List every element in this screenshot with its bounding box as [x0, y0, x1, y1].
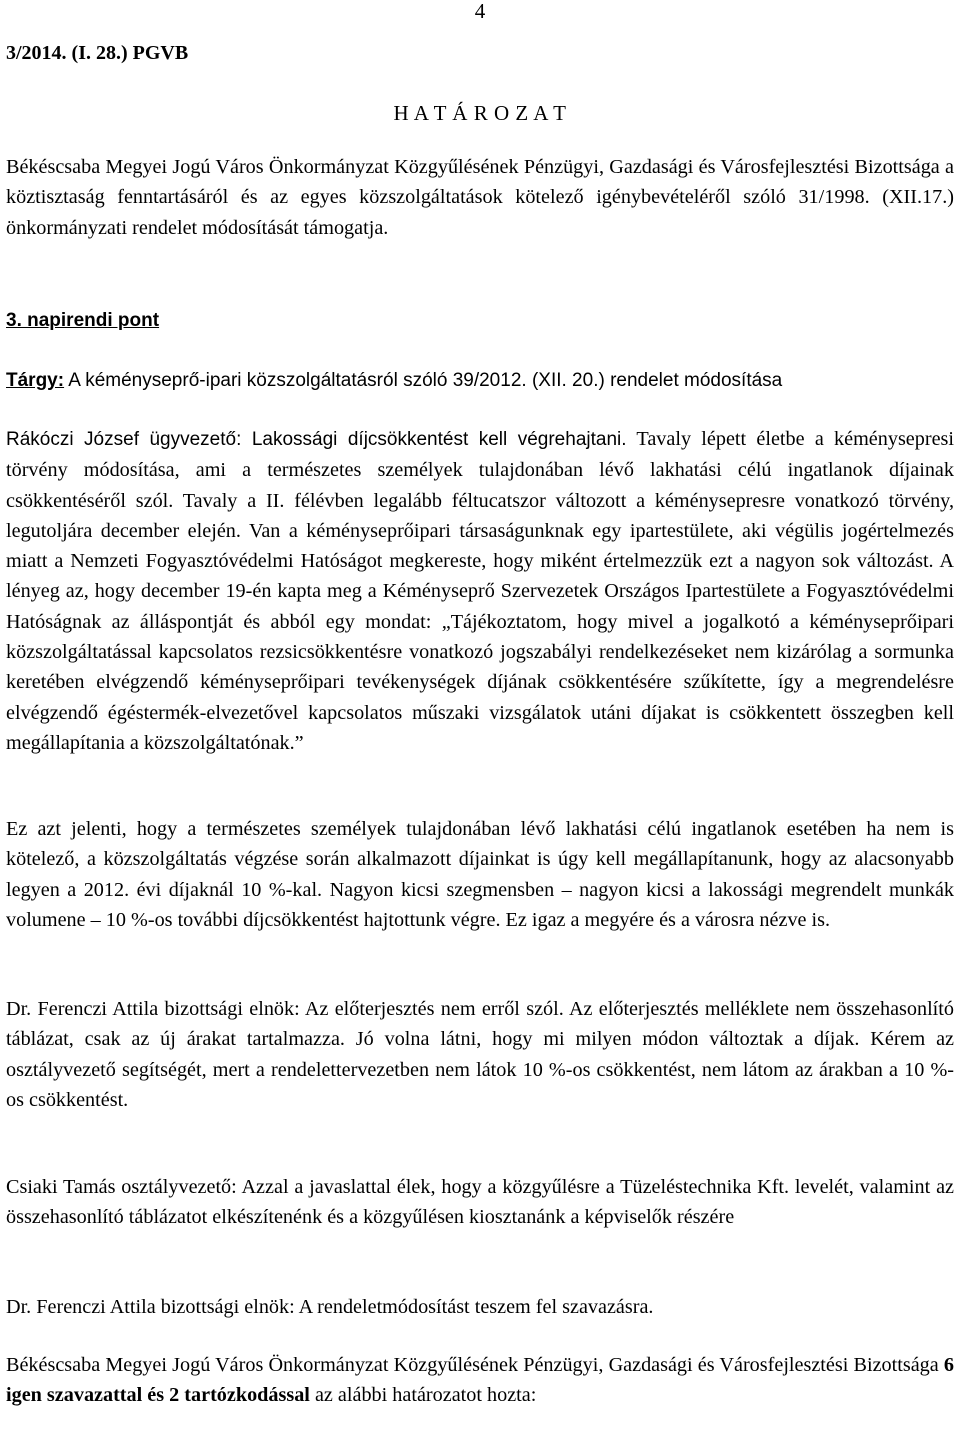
- agenda-point-block: [6, 306, 954, 336]
- page-number: 4: [474, 0, 486, 23]
- vote-statement-end: az alábbi határozatot hozta:: [309, 1384, 537, 1407]
- subject-label: Tárgy:: [6, 370, 65, 391]
- speech-csiaki: Csiaki Tamás osztályvezető: Azzal a javaslattal élek, hogy a közgyűlésre a Tüzeléstechnika Kft. levelét, valamint az összehasonlító táblázatot elkészítenénk és a közgyűlésen kiosztanánk a képviselők részére: [6, 1176, 954, 1229]
- speech-rakoczi-continued: Ez azt jelenti, hogy a természetes személyek tulajdonában lévő lakhatási célú ingatlanok esetében ha nem is kötelező, a közszolgáltatás végzése során alkalmazott díjainkat is úgy kell megállapítanunk, hogy az alacsonyabb legyen a 2012. évi díjaknál 10 %-kal. Nagyon kicsi szegmensben – nagyon kicsi a lakossági megrendelt munkák volumene – 10 %-os további díjcsökkentést hajtottunk végre. Ez igaz a megyére és a városra nézve is.: [6, 818, 954, 931]
- speech-rakoczi: [6, 424, 954, 758]
- vote-statement-intro: Békéscsaba Megyei Jogú Város Önkormányzat Közgyűlésének Pénzügyi, Gazdasági és Városfejlesztési Bizottsága: [6, 1354, 944, 1376]
- speech-rakoczi-lead: Rákóczi József ügyvezető: Lakossági díjcsökkentést kell végrehajtani.: [6, 429, 627, 450]
- speech-ferenczi-1: Dr. Ferenczi Attila bizottsági elnök: Az előterjesztés nem erről szól. Az előterjesztés melléklete nem összehasonlító táblázat, csak az új árakat tartalmazza. Jó volna látni, hogy mi milyen módon változtak a díjak. Kérem az osztályvezető segítségét, mert a rendelettervezetben nem látok 10 %-os csökkentést, nem látom az árakban a 10 %-os csökkentést.: [6, 998, 954, 1111]
- subject-line: [6, 366, 954, 396]
- vote-result: 6 igen szavazattal és 2 tartózkodással: [6, 1354, 954, 1407]
- resolution-heading: H A T Á R O Z A T: [393, 101, 567, 125]
- resolution-text: Békéscsaba Megyei Jogú Város Önkormányzat Közgyűlésének Pénzügyi, Gazdasági és Városfejlesztési Bizottsága a köztisztaság fenntartásáról és az egyes közszolgáltatások kötelező igénybevételéről szóló 31/1998. (XII.17.) önkormányzati rendelet módosítását támogatja.: [6, 156, 954, 239]
- agenda-point-title: 3. napirendi pont: [6, 310, 160, 331]
- resolution-reference: 3/2014. (I. 28.) PGVB: [6, 42, 189, 64]
- subject-text: A kéményseprő-ipari közszolgáltatásról szóló 39/2012. (XII. 20.) rendelet módosítása: [64, 370, 783, 391]
- speech-rakoczi-text: Tavaly lépett életbe a kéménysepresi törvény módosítása, ami a természetes személyek tulajdonában lévő lakhatási célú ingatlanok díjainak csökkentéséről szól. Tavaly a II. félévben legalább féltucatszor változott a kéménysepresre vonatkozó törvény, legutoljára december elején. Van a kéményseprőipari társaságunknak egy ipartestülete, aki végülis jogértelmezés miatt a Nemzeti Fogyasztóvédelmi Hatóságot megkereste, hogy miként értelmezzük ezt a nagyon sok változást. A lényeg az, hogy december 19-én kapta meg a Kéményseprő Szervezetek Országos Ipartestülete a Fogyasztóvédelmi Hatóságnak az álláspontját és abból egy mondat: „Tájékoztatom, hogy mivel a jogalkotó a kéményseprőipari közszolgáltatással kapcsolatos rezsicsökkentésre vonatkozó jogszabályi rendelkezéseket nem kizárólag a sormunka keretében elvégzendő kéményseprőipari tevékenységek díjának csökkentésére szűkítette, így a megrendelésre elvégzendő égéstermék-elvezetővel kapcsolatos műszaki vizsgálatok utáni díjakat is csökkentett összegben kell megállapítania a közszolgáltatónak.”: [6, 428, 955, 754]
- speech-ferenczi-2: Dr. Ferenczi Attila bizottsági elnök: A rendeletmódosítást teszem fel szavazásra.: [6, 1296, 654, 1318]
- vote-statement: [6, 1350, 954, 1411]
